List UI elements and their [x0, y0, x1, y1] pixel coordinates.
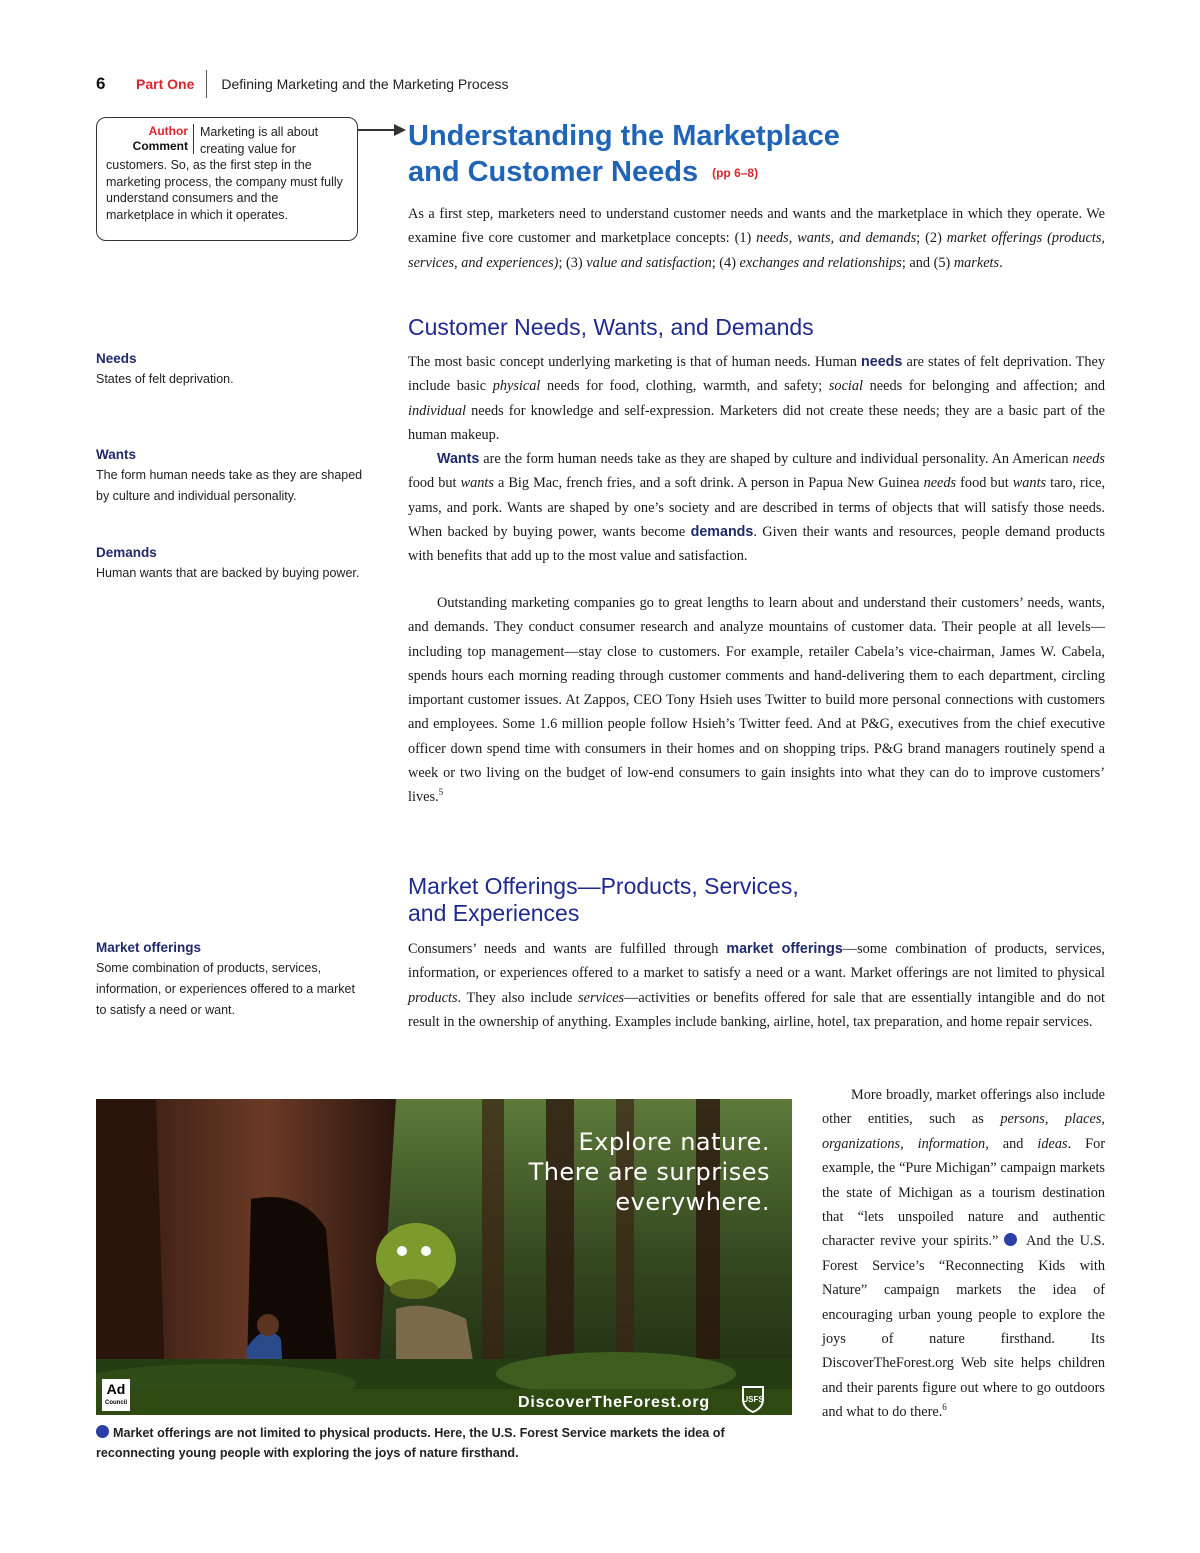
arrow-right-icon [358, 122, 408, 138]
wants-paragraph: Wants are the form human needs take as they are shaped by culture and individual personality. An American needs food but wants a Big Mac, french fries, and a soft drink. A person in Papua New Guinea needs food but wants taro, rice, yams, and pork. Wants are shaped by one’s society and are described in terms of objects that will satisfy those needs. When backed by buying power, wants become demands. Given their wants and resources, people demand products with benefits that add up to the most value and satisfaction. [408, 451, 1106, 565]
glossary-market-offerings [96, 937, 368, 1021]
glossary-term: Needs [96, 351, 137, 366]
key-term-market-offerings: market offerings [726, 941, 843, 957]
glossary-needs [96, 348, 368, 390]
key-term-needs: needs [861, 354, 903, 370]
glossary-definition: States of felt deprivation. [96, 372, 234, 386]
author-label: Author [148, 124, 188, 138]
section-title [408, 118, 840, 191]
forest-service-shield-icon [740, 1385, 766, 1413]
author-comment-text: Marketing is all about creating value for customers. So, as the first step in the marketing process, the company must fully understand consumers and the marketplace in which it operates. [106, 125, 343, 222]
forest-service-ad-image [96, 1099, 792, 1415]
ad-headline: Explore nature. There are surprises everywhere. [528, 1128, 770, 1216]
glossary-wants [96, 444, 368, 507]
ad-council-logo: Ad Council [102, 1379, 130, 1411]
needs-paragraph: The most basic concept underlying marketing is that of human needs. Human needs are states of felt deprivation. They include basic physical needs for food, clothing, warmth, and safety; social needs for belonging and affection; and individual needs for knowledge and self-expression. Marketers did not create these needs; they are a basic part of the human makeup. [408, 354, 1105, 443]
glossary-term: Market offerings [96, 940, 202, 955]
key-term-demands: demands [690, 523, 754, 540]
page-range: (pp 6–8) [712, 166, 759, 181]
bullet-icon [96, 1425, 109, 1438]
section-title-line1: Understanding the Marketplace [408, 120, 840, 152]
running-header [96, 72, 509, 96]
broadly-paragraph: More broadly, market offerings also include other entities, such as persons, places, organizations, information, and ideas. For example, the “Pure Michigan” campaign markets the state of Michigan as a tourism destination that “lets unspoiled nature and authentic character revive your spirits.” And the U.S. Forest Service’s “Reconnecting Kids with Nature” campaign markets the idea of encouraging urban young people to explore the joys of nature firsthand. Its DiscoverTheForest.org Web site helps children and their parents figure out where to go outdoors and what to do there.$^6$ [822, 1087, 1106, 1421]
outstanding-paragraph: Outstanding marketing companies go to great lengths to learn about and understand their customers’ needs, wants, and demands. They conduct consumer research and analyze mountains of customer data. Their people at all levels—including top management—stay close to customers. For example, retailer Cabela’s vice-chairman, James W. Cabela, spends hours each morning reading through customer comments and hand-delivering them to each department, circling important customer issues. At Zappos, CEO Tony Hsieh uses Twitter to build more personal connections with customers and employees. Some 1.6 million people follow Hsieh’s Twitter feed. And at P&G, executives from the chief executive officer down spend time with consumers in their homes and on shopping trips. P&G brand managers routinely spend a week or two living on the budget of low-end consumers to gain insights into what they can do to improve customers’ lives.$^5$ [408, 595, 1105, 806]
glossary-term: Demands [96, 545, 157, 560]
glossary-definition: Some combination of products, services, information, or experiences offered to a market to satisfy a need or want. [96, 961, 355, 1017]
heading-market-offerings: Market Offerings—Products, Services, and Experiences [408, 873, 799, 926]
glossary-definition: The form human needs take as they are shaped by culture and individual personality. [96, 468, 363, 503]
ad-url: DiscoverTheForest.org [518, 1394, 710, 1411]
glossary-definition: Human wants that are backed by buying power. [96, 566, 360, 580]
comment-label: Comment [132, 139, 188, 153]
figure-caption: Market offerings are not limited to physical products. Here, the U.S. Forest Service markets the idea of reconnecting young people with exploring the joys of nature firsthand. [96, 1426, 725, 1460]
glossary-demands [96, 542, 368, 584]
part-label: Part One [136, 76, 195, 92]
author-comment-label [106, 124, 194, 154]
heading-needs-wants-demands: Customer Needs, Wants, and Demands [408, 314, 814, 340]
offerings-paragraph: Consumers’ needs and wants are fulfilled through market offerings—some combination of products, services, information, or experiences offered to a market to satisfy a need or a want. Market offerings are not limited to physical products. They also include services—activities or benefits offered for sale that are essentially intangible and do not result in the ownership of anything. Examples include banking, airline, hotel, tax preparation, and home repair services. [408, 941, 1105, 1030]
author-comment-box [96, 117, 358, 241]
endnote-6: 6 [942, 1402, 947, 1413]
endnote-5: 5 [438, 787, 444, 798]
intro-paragraph: As a first step, marketers need to understand customer needs and wants and the marketplace in which they operate. We examine five core customer and marketplace concepts: (1) needs, wants, and demands; (2) market offerings (products, services, and experiences); (3) value and satisfaction; (4) exchanges and relationships; and (5) markets. [408, 206, 1105, 271]
section-title-line2: and Customer Needs [408, 156, 699, 188]
key-term-wants: Wants [437, 451, 480, 467]
bullet-icon [1004, 1233, 1017, 1246]
svg-text:USFS: USFS [742, 1395, 764, 1404]
chapter-title: Defining Marketing and the Marketing Process [221, 76, 509, 92]
header-divider [206, 70, 207, 98]
glossary-term: Wants [96, 447, 136, 462]
page-number: 6 [96, 74, 106, 93]
